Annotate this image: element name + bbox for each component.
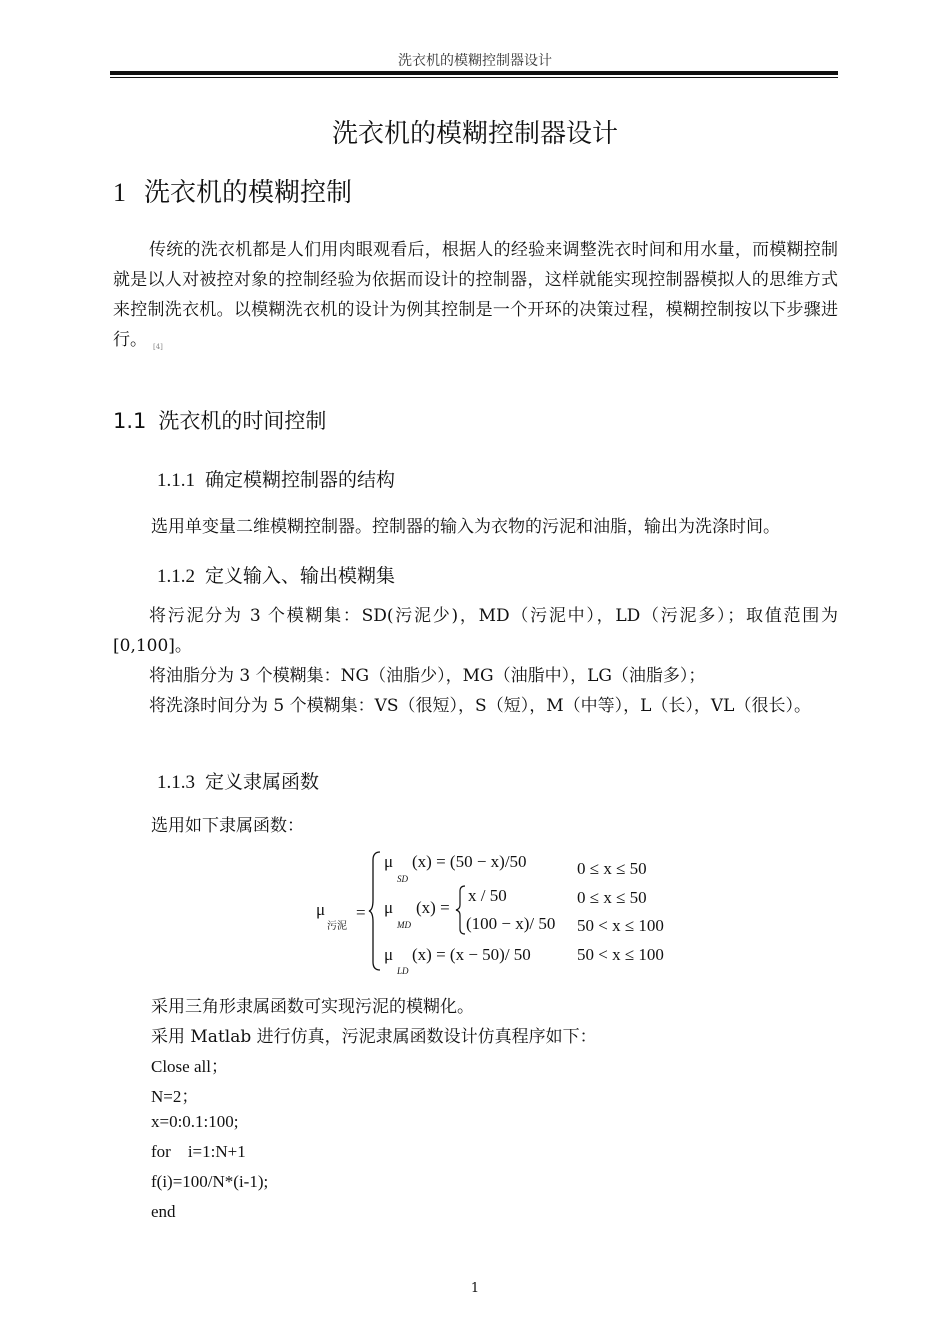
citation-marker: [4] <box>153 343 163 352</box>
row3-sub: LD <box>397 966 409 976</box>
row3-cond: 50 < x ≤ 100 <box>577 945 664 964</box>
s112-p3: 将洗涤时间分为 5 个模糊集：VS（很短），S（短），M（中等），L（长），VL（很长）。 <box>149 696 811 716</box>
code-line: N=2； <box>151 1087 199 1106</box>
formula-lhs-sub: 污泥 <box>327 921 347 932</box>
section-1-1-heading <box>113 405 326 435</box>
row2a-expr: x / 50 <box>468 886 507 905</box>
row1-cond: 0 ≤ x ≤ 50 <box>577 859 647 878</box>
document-title: 洗衣机的模糊控制器设计 <box>331 119 618 149</box>
section-1-1-3-heading <box>157 767 319 794</box>
header-rule-thin <box>110 77 838 78</box>
code-line: end <box>151 1202 176 1221</box>
section-title: 洗衣机的时间控制 <box>158 409 327 433</box>
row2a-cond: 0 ≤ x ≤ 50 <box>577 888 647 907</box>
s113-intro: 选用如下隶属函数： <box>151 816 304 836</box>
row2-sub: MD <box>397 920 411 930</box>
section-number: 1.1.2 <box>157 566 195 587</box>
row3-expr: (x) = (x − 50)/ 50 <box>412 945 531 964</box>
section-title: 定义输入、输出模糊集 <box>205 565 396 587</box>
after-formula-2: 采用 Matlab 进行仿真，污泥隶属函数设计仿真程序如下： <box>151 1027 597 1047</box>
page-number: 1 <box>470 1281 480 1296</box>
row1-mu: μ <box>384 852 394 871</box>
section-1-heading <box>113 172 352 209</box>
section-title: 定义隶属函数 <box>205 771 320 793</box>
section-1-1-1-heading <box>157 465 395 492</box>
formula-lhs-mu: μ <box>316 900 326 919</box>
after-formula-1: 采用三角形隶属函数可实现污泥的模糊化。 <box>151 997 474 1017</box>
s111-text: 选用单变量二维模糊控制器。控制器的输入为衣物的污泥和油脂，输出为洗涤时间。 <box>151 517 780 537</box>
code-line: for i=1:N+1 <box>151 1142 246 1161</box>
section-title: 洗衣机的模糊控制 <box>144 178 353 208</box>
s112-paragraphs <box>113 601 838 721</box>
section-number: 1.1.1 <box>157 470 195 491</box>
row2-mu: μ <box>384 898 394 917</box>
running-header: 洗衣机的模糊控制器设计 <box>398 53 552 69</box>
section-title: 确定模糊控制器的结构 <box>205 469 396 491</box>
intro-paragraph <box>113 235 838 362</box>
row3-mu: μ <box>384 945 394 964</box>
row2-expr: (x) = <box>416 898 450 917</box>
formula-equals: = <box>356 903 366 922</box>
s112-p1: 将污泥分为 3 个模糊集：SD(污泥少)，MD（污泥中），LD（污泥多）；取值范围为 [0,100]。 <box>113 606 838 656</box>
outer-brace-icon <box>368 850 382 972</box>
code-line: Close all； <box>151 1057 228 1076</box>
section-number: 1 <box>113 178 126 207</box>
code-line: x=0:0.1:100; <box>151 1112 239 1131</box>
intro-text: 传统的洗衣机都是人们用肉眼观看后，根据人的经验来调整洗衣时间和用水量，而模糊控制就是以人对被控对象的控制经验为依据而设计的控制器，这样就能实现控制器模拟人的思维方式来控制洗衣机。以模糊洗衣机的设计为例其控制是一个开环的决策过程，模糊控制按以下步骤进行。 <box>113 240 838 350</box>
header-rule-thick <box>110 71 838 75</box>
section-number: 1.1 <box>113 409 147 433</box>
section-1-1-2-heading <box>157 561 395 588</box>
row1-sub: SD <box>397 874 408 884</box>
section-number: 1.1.3 <box>157 772 195 793</box>
row1-expr: (x) = (50 − x)/50 <box>412 852 527 871</box>
row2b-cond: 50 < x ≤ 100 <box>577 916 664 935</box>
row2b-expr: (100 − x)/ 50 <box>466 914 556 933</box>
code-line: f(i)=100/N*(i-1); <box>151 1172 269 1191</box>
s112-p2: 将油脂分为 3 个模糊集：NG（油脂少），MG（油脂中），LG（油脂多）； <box>149 666 706 686</box>
